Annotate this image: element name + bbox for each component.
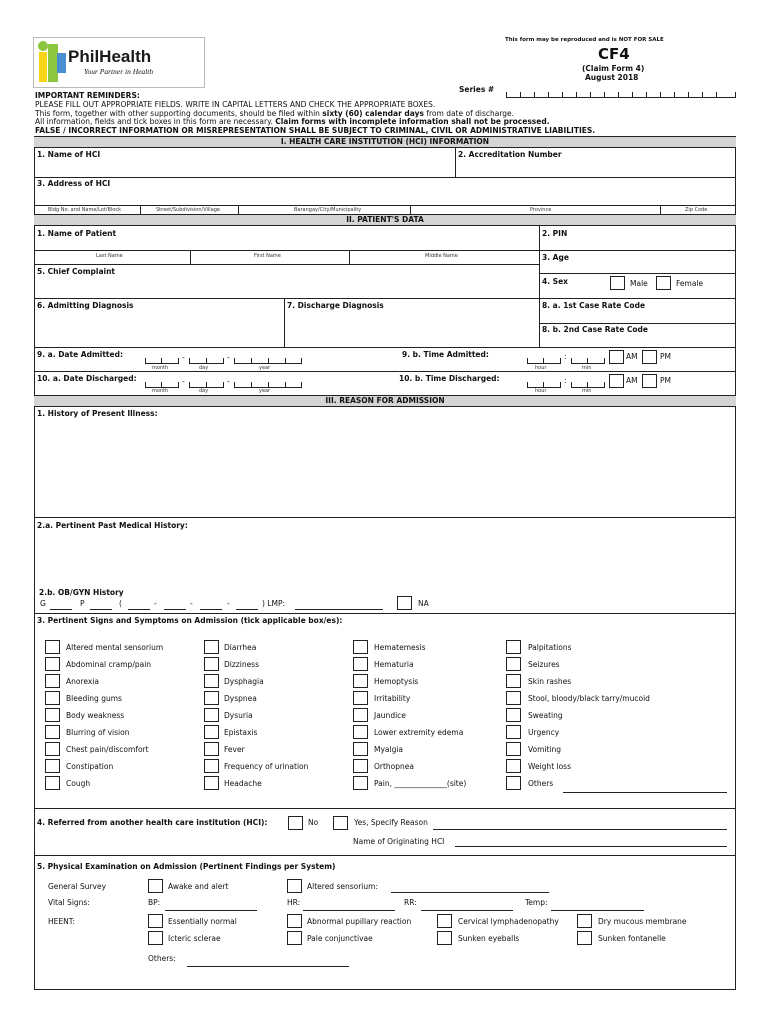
time-admitted-min-field[interactable] bbox=[571, 358, 605, 364]
series-label: Series # bbox=[459, 85, 495, 94]
heent-label-item: Cervical lymphadenopathy bbox=[458, 917, 559, 926]
heent-checkbox-8[interactable] bbox=[577, 931, 592, 945]
sex-female-label: Female bbox=[676, 279, 704, 288]
sign-checkbox-4-3[interactable] bbox=[506, 674, 521, 688]
address-of-hci-label: 3. Address of HCI bbox=[37, 179, 111, 188]
heent-label-item: Abnormal pupillary reaction bbox=[307, 917, 412, 926]
form-date: August 2018 bbox=[585, 73, 639, 82]
chief-complaint-field[interactable] bbox=[35, 277, 537, 297]
sex-female-checkbox[interactable] bbox=[656, 276, 671, 290]
series-number-field[interactable] bbox=[506, 92, 736, 98]
name-of-hci-label: 1. Name of HCI bbox=[37, 150, 101, 159]
history-present-illness-label: 1. History of Present Illness: bbox=[37, 409, 158, 418]
pin-field[interactable] bbox=[541, 238, 735, 250]
heent-checkbox-3[interactable] bbox=[437, 914, 452, 928]
sign-checkbox-1-2[interactable] bbox=[45, 657, 60, 671]
sign-label: Palpitations bbox=[528, 643, 572, 652]
obgyn-g-field[interactable] bbox=[50, 609, 72, 610]
sign-label: Epistaxis bbox=[224, 728, 258, 737]
address-part-zip: Zip Code bbox=[685, 207, 708, 213]
referred-no-checkbox[interactable] bbox=[288, 816, 303, 830]
sign-label: Lower extremity edema bbox=[374, 728, 464, 737]
heent-label-item: Sunken fontanelle bbox=[598, 934, 666, 943]
sex-male-label: Male bbox=[630, 279, 648, 288]
referred-yes-checkbox[interactable] bbox=[333, 816, 348, 830]
obgyn-history-label: 2.b. OB/GYN History bbox=[39, 588, 124, 597]
sign-checkbox-3-3[interactable] bbox=[353, 674, 368, 688]
sex-label: 4. Sex bbox=[542, 277, 569, 286]
heent-label-item: Dry mucous membrane bbox=[598, 917, 687, 926]
history-present-illness-field[interactable] bbox=[35, 420, 735, 515]
sign-label: Fever bbox=[224, 745, 245, 754]
pe-others-label: Others: bbox=[148, 954, 176, 963]
sign-checkbox-1-7[interactable] bbox=[45, 742, 60, 756]
sign-checkbox-1-5[interactable] bbox=[45, 708, 60, 722]
vital-signs-label: Vital Signs: bbox=[48, 898, 90, 907]
sign-checkbox-3-7[interactable] bbox=[353, 742, 368, 756]
accreditation-number-field[interactable] bbox=[457, 160, 735, 176]
time-discharged-pm-checkbox[interactable] bbox=[642, 374, 657, 388]
sign-checkbox-3-5[interactable] bbox=[353, 708, 368, 722]
bp-field[interactable] bbox=[165, 910, 257, 911]
sign-checkbox-4-9[interactable] bbox=[506, 776, 521, 790]
signs-symptoms-label: 3. Pertinent Signs and Symptoms on Admission (tick applicable box/es): bbox=[37, 616, 343, 625]
sign-label: Hematuria bbox=[374, 660, 414, 669]
sign-label: Sweating bbox=[528, 711, 563, 720]
sign-checkbox-2-2[interactable] bbox=[204, 657, 219, 671]
reminders-title: IMPORTANT REMINDERS: bbox=[35, 91, 140, 100]
heent-label-item: Sunken eyeballs bbox=[458, 934, 520, 943]
sign-label: Jaundice bbox=[374, 711, 406, 720]
sign-label: Dizziness bbox=[224, 660, 259, 669]
heent-checkbox-1[interactable] bbox=[148, 914, 163, 928]
name-of-patient-field[interactable] bbox=[35, 238, 537, 250]
heent-checkbox-4[interactable] bbox=[577, 914, 592, 928]
sign-checkbox-4-5[interactable] bbox=[506, 708, 521, 722]
time-admitted-pm-checkbox[interactable] bbox=[642, 350, 657, 364]
date-admitted-month-field[interactable] bbox=[145, 358, 179, 364]
reminders-line-3: All information, fields and tick boxes in this form are necessary. Claim forms with incomplete information shall not be processed. bbox=[35, 117, 550, 126]
sign-checkbox-3-4[interactable] bbox=[353, 691, 368, 705]
date-admitted-label: 9. a. Date Admitted: bbox=[37, 350, 123, 359]
address-of-hci-field[interactable] bbox=[35, 188, 735, 204]
age-field[interactable] bbox=[560, 252, 735, 272]
philhealth-logo-mark-icon bbox=[35, 39, 69, 85]
heent-label: HEENT: bbox=[48, 917, 76, 926]
sign-checkbox-2-4[interactable] bbox=[204, 691, 219, 705]
heent-label-item: Essentially normal bbox=[168, 917, 237, 926]
sign-checkbox-2-7[interactable] bbox=[204, 742, 219, 756]
section-1-title: I. HEALTH CARE INSTITUTION (HCI) INFORMATION bbox=[34, 136, 736, 148]
sign-label: Urgency bbox=[528, 728, 560, 737]
sign-checkbox-3-6[interactable] bbox=[353, 725, 368, 739]
sign-checkbox-3-2[interactable] bbox=[353, 657, 368, 671]
sign-checkbox-3-1[interactable] bbox=[353, 640, 368, 654]
form-name: (Claim Form 4) bbox=[582, 64, 645, 73]
awake-alert-checkbox[interactable] bbox=[148, 879, 163, 893]
sign-label: Orthopnea bbox=[374, 762, 414, 771]
reminders-line-2: This form, together with other supporting documents, should be filed within sixty (60) calendar days from date of discharge. bbox=[35, 109, 515, 118]
sign-label: Dysphagia bbox=[224, 677, 264, 686]
pin-label: 2. PIN bbox=[542, 229, 568, 238]
date-discharged-label: 10. a. Date Discharged: bbox=[37, 374, 137, 383]
name-of-hci-field[interactable] bbox=[35, 160, 454, 176]
accreditation-number-label: 2. Accreditation Number bbox=[458, 150, 562, 159]
sign-label: Hemoptysis bbox=[374, 677, 419, 686]
admitting-diagnosis-field[interactable] bbox=[35, 311, 282, 346]
sign-checkbox-4-4[interactable] bbox=[506, 691, 521, 705]
not-for-sale-note: This form may be reproduced and is NOT FOR SALE bbox=[505, 37, 664, 43]
sign-label: Headache bbox=[224, 779, 262, 788]
name-part-last: Last Name bbox=[96, 253, 123, 259]
sign-checkbox-1-3[interactable] bbox=[45, 674, 60, 688]
time-admitted-am-checkbox[interactable] bbox=[609, 350, 624, 364]
obgyn-p-field[interactable] bbox=[90, 609, 112, 610]
heent-checkbox-6[interactable] bbox=[287, 931, 302, 945]
pe-others-field[interactable] bbox=[187, 966, 349, 967]
obgyn-na-checkbox[interactable] bbox=[397, 596, 412, 610]
obgyn-l-field[interactable] bbox=[236, 609, 258, 610]
sign-label: Anorexia bbox=[66, 677, 99, 686]
sign-label: Constipation bbox=[66, 762, 114, 771]
sign-label: Hematemesis bbox=[374, 643, 426, 652]
address-part-street: Street/Subdivision/Village bbox=[156, 207, 221, 213]
sign-label: Abdominal cramp/pain bbox=[66, 660, 152, 669]
sign-checkbox-4-8[interactable] bbox=[506, 759, 521, 773]
sign-label: Cough bbox=[66, 779, 91, 788]
temp-field[interactable] bbox=[551, 910, 644, 911]
heent-checkbox-7[interactable] bbox=[437, 931, 452, 945]
sign-checkbox-1-4[interactable] bbox=[45, 691, 60, 705]
rr-field[interactable] bbox=[421, 910, 513, 911]
sign-label: Dyspnea bbox=[224, 694, 257, 703]
discharge-diagnosis-field[interactable] bbox=[286, 311, 537, 346]
sign-label: Skin rashes bbox=[528, 677, 572, 686]
philhealth-logo bbox=[33, 37, 205, 88]
sign-checkbox-2-8[interactable] bbox=[204, 759, 219, 773]
sign-label: Body weakness bbox=[66, 711, 125, 720]
sign-checkbox-4-7[interactable] bbox=[506, 742, 521, 756]
sign-checkbox-1-6[interactable] bbox=[45, 725, 60, 739]
discharge-diagnosis-label: 7. Discharge Diagnosis bbox=[287, 301, 384, 310]
sign-label: Vomiting bbox=[528, 745, 562, 754]
second-case-rate-field[interactable] bbox=[541, 334, 735, 346]
time-discharged-label: 10. b. Time Discharged: bbox=[399, 374, 500, 383]
time-admitted-label: 9. b. Time Admitted: bbox=[402, 350, 489, 359]
sex-male-checkbox[interactable] bbox=[610, 276, 625, 290]
name-part-middle: Middle Name bbox=[425, 253, 458, 259]
address-part-bldg: Bldg No. and Name/Lot/Block bbox=[48, 207, 122, 213]
past-medical-history-label: 2.a. Pertinent Past Medical History: bbox=[37, 521, 188, 530]
sign-checkbox-2-1[interactable] bbox=[204, 640, 219, 654]
heent-checkbox-2[interactable] bbox=[287, 914, 302, 928]
general-survey-label: General Survey bbox=[48, 882, 107, 891]
obgyn-lmp-field[interactable] bbox=[295, 609, 383, 610]
sign-label: Dysuria bbox=[224, 711, 253, 720]
admitting-diagnosis-label: 6. Admitting Diagnosis bbox=[37, 301, 134, 310]
sign-label: Others bbox=[528, 779, 554, 788]
address-part-barangay: Barangay/City/Municipality bbox=[294, 207, 362, 213]
originating-hci-field[interactable] bbox=[455, 846, 727, 847]
form-code: CF4 bbox=[598, 45, 630, 63]
referred-reason-field[interactable] bbox=[433, 829, 727, 830]
sign-label: Weight loss bbox=[528, 762, 572, 771]
sign-checkbox-2-3[interactable] bbox=[204, 674, 219, 688]
sign-checkbox-2-9[interactable] bbox=[204, 776, 219, 790]
age-label: 3. Age bbox=[542, 253, 569, 262]
sign-checkbox-4-2[interactable] bbox=[506, 657, 521, 671]
referred-label: 4. Referred from another health care institution (HCI): bbox=[37, 818, 268, 827]
altered-sensorium-checkbox[interactable] bbox=[287, 879, 302, 893]
obgyn-t-field[interactable] bbox=[128, 609, 150, 610]
sign-label: Pain, ______________(site) bbox=[374, 779, 467, 788]
sign-label: Frequency of urination bbox=[224, 762, 309, 771]
sign-checkbox-2-5[interactable] bbox=[204, 708, 219, 722]
section-3-title: III. REASON FOR ADMISSION bbox=[34, 395, 736, 407]
sign-checkbox-3-9[interactable] bbox=[353, 776, 368, 790]
address-part-province: Province bbox=[530, 207, 552, 213]
sign-checkbox-1-9[interactable] bbox=[45, 776, 60, 790]
sign-checkbox-4-1[interactable] bbox=[506, 640, 521, 654]
sign-checkbox-3-8[interactable] bbox=[353, 759, 368, 773]
obgyn-a-field[interactable] bbox=[200, 609, 222, 610]
physical-exam-label: 5. Physical Examination on Admission (Pertinent Findings per System) bbox=[37, 862, 336, 871]
heent-checkbox-5[interactable] bbox=[148, 931, 163, 945]
time-discharged-am-checkbox[interactable] bbox=[609, 374, 624, 388]
sign-label: Bleeding gums bbox=[66, 694, 122, 703]
originating-hci-label: Name of Originating HCI bbox=[353, 837, 445, 846]
sign-label: Myalgia bbox=[374, 745, 404, 754]
section-2-title: II. PATIENT'S DATA bbox=[34, 214, 736, 226]
first-case-rate-label: 8. a. 1st Case Rate Code bbox=[542, 301, 646, 310]
obgyn-p2-field[interactable] bbox=[164, 609, 186, 610]
hr-field[interactable] bbox=[303, 910, 395, 911]
logo-name: PhilHealth bbox=[68, 47, 152, 66]
heent-label-item: Pale conjunctivae bbox=[307, 934, 373, 943]
sign-checkbox-2-6[interactable] bbox=[204, 725, 219, 739]
altered-sensorium-field[interactable] bbox=[391, 892, 549, 893]
sign-checkbox-1-8[interactable] bbox=[45, 759, 60, 773]
sign-checkbox-4-6[interactable] bbox=[506, 725, 521, 739]
reminders-line-4: FALSE / INCORRECT INFORMATION OR MISREPRESENTATION SHALL BE SUBJECT TO CRIMINAL, CIVIL OR ADMINISTRATIVE LIABILITIES. bbox=[35, 126, 596, 135]
signs-others-field[interactable] bbox=[563, 792, 727, 793]
second-case-rate-label: 8. b. 2nd Case Rate Code bbox=[542, 325, 649, 334]
date-admitted-year-field[interactable] bbox=[234, 358, 302, 364]
heent-label-item: Icteric sclerae bbox=[168, 934, 221, 943]
name-of-patient-label: 1. Name of Patient bbox=[37, 229, 117, 238]
sign-label: Seizures bbox=[528, 660, 560, 669]
sign-label: Irritability bbox=[374, 694, 411, 703]
sign-label: Blurring of vision bbox=[66, 728, 130, 737]
first-case-rate-field[interactable] bbox=[541, 310, 735, 322]
date-admitted-day-field[interactable] bbox=[189, 358, 224, 364]
name-part-first: First Name bbox=[254, 253, 281, 259]
logo-tagline: Your Partner in Health bbox=[84, 67, 154, 76]
chief-complaint-label: 5. Chief Complaint bbox=[37, 267, 116, 276]
sign-label: Chest pain/discomfort bbox=[66, 745, 149, 754]
reminders-line-1: PLEASE FILL OUT APPROPRIATE FIELDS. WRITE IN CAPITAL LETTERS AND CHECK THE APPROPRIATE BOXES. bbox=[35, 100, 436, 109]
time-admitted-hour-field[interactable] bbox=[527, 358, 561, 364]
sign-checkbox-1-1[interactable] bbox=[45, 640, 60, 654]
sign-label: Diarrhea bbox=[224, 643, 257, 652]
sign-label: Altered mental sensorium bbox=[66, 643, 164, 652]
sign-label: Stool, bloody/black tarry/mucoid bbox=[528, 694, 650, 703]
past-medical-history-field[interactable] bbox=[35, 532, 735, 584]
